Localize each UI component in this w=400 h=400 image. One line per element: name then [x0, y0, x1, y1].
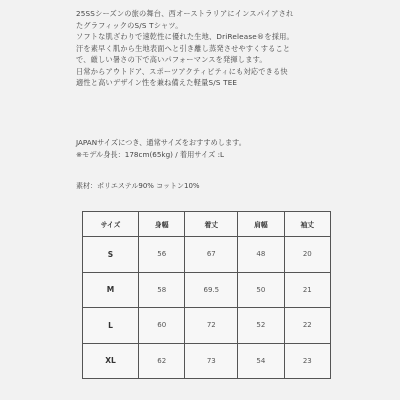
- header-body-width: 身幅: [139, 212, 185, 237]
- table-cell: 50: [238, 272, 284, 308]
- table-cell: 67: [185, 237, 238, 273]
- size-cell: S: [83, 237, 139, 273]
- size-cell: XL: [83, 343, 139, 379]
- header-size: サイズ: [83, 212, 139, 237]
- table-cell: 72: [185, 308, 238, 344]
- description-line: 適性と高いデザイン性を兼ね備えた軽量S/S TEE: [76, 78, 238, 87]
- table-cell: 54: [238, 343, 284, 379]
- table-cell: 21: [284, 272, 330, 308]
- size-recommendation: JAPANサイズにつき、通常サイズをおすすめします。: [76, 138, 246, 147]
- table-cell: 58: [139, 272, 185, 308]
- table-row: [83, 272, 331, 308]
- table-cell: 56: [139, 237, 185, 273]
- table-cell: 69.5: [185, 272, 238, 308]
- model-info: ※モデル身長：178cm(65kg) / 着用サイズ :L: [76, 150, 225, 159]
- header-length: 着丈: [185, 212, 238, 237]
- description-line: 25SSシーズンの旅の舞台、西オーストラリアにインスパイアされ: [76, 9, 294, 18]
- table-cell: 60: [139, 308, 185, 344]
- table-row: [83, 343, 331, 379]
- table-cell: 23: [284, 343, 330, 379]
- description-line: たグラフィックのS/S Tシャツ。: [76, 20, 183, 30]
- table-cell: 48: [238, 237, 284, 273]
- header-sleeve: 袖丈: [284, 212, 330, 237]
- material-info: 素材：ポリエステル90% コットン10%: [76, 182, 200, 190]
- description-line: ソフトな肌ざわりで速乾性に優れた生地、DriRelease®を採用。: [76, 32, 294, 41]
- description-line: 日常からアウトドア、スポーツアクティビティにも対応できる快: [76, 66, 288, 76]
- product-description: [76, 8, 376, 89]
- table-row: [83, 308, 331, 344]
- size-cell: M: [83, 272, 139, 308]
- table-cell: 20: [284, 237, 330, 273]
- table-cell: 22: [284, 308, 330, 344]
- table-cell: 52: [238, 308, 284, 344]
- size-cell: L: [83, 308, 139, 344]
- size-table-header-row: [83, 212, 331, 237]
- header-shoulder: 肩幅: [238, 212, 284, 237]
- table-row: [83, 237, 331, 273]
- description-line: で、厳しい暑さの下で高いパフォーマンスを発揮します。: [76, 55, 267, 64]
- table-cell: 62: [139, 343, 185, 379]
- table-cell: 73: [185, 343, 238, 379]
- size-note: [76, 137, 246, 161]
- size-table: [82, 211, 331, 379]
- description-line: 汗を素早く肌から生地表面へと引き離し蒸発させやすくすること: [76, 43, 291, 53]
